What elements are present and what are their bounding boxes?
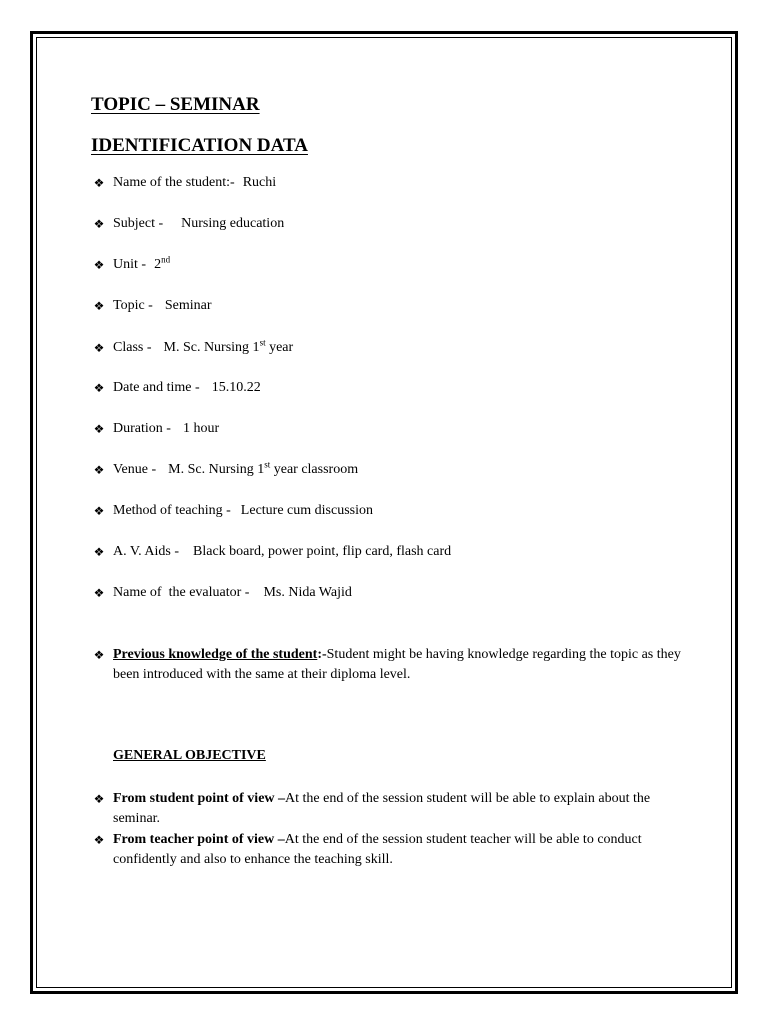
objective-text: At the end of the session student teacher will be able to conduct confidently and also to enhance the teaching skill. [113, 832, 642, 867]
item-value: 1 hour [182, 421, 220, 436]
general-objective-heading: GENERAL OBJECTIVE [113, 748, 266, 763]
diamond-bullet-icon: ❖ [93, 422, 105, 436]
item-value: Ruchi [242, 175, 277, 190]
item-value: 15.10.22 [211, 380, 261, 395]
identification-heading: IDENTIFICATION DATA [91, 135, 308, 156]
diamond-bullet-icon: ❖ [93, 792, 105, 806]
item-value-suffix: year classroom [270, 462, 359, 477]
previous-knowledge-label: Previous knowledge of the student [113, 647, 318, 662]
diamond-bullet-icon: ❖ [93, 341, 105, 355]
previous-knowledge-paragraph [91, 645, 681, 685]
diamond-bullet-icon: ❖ [93, 381, 105, 395]
diamond-bullet-icon: ❖ [93, 299, 105, 313]
diamond-bullet-icon: ❖ [93, 504, 105, 518]
item-label: Venue - [113, 462, 157, 477]
item-superscript: st [264, 459, 271, 470]
diamond-bullet-icon: ❖ [93, 545, 105, 559]
objective-student-point [91, 789, 681, 829]
item-value: Ms. Nida Wajid [263, 585, 352, 600]
item-label: Duration - [113, 421, 171, 436]
diamond-bullet-icon: ❖ [93, 586, 105, 600]
item-label: Method of teaching - [113, 503, 231, 518]
item-label: Subject - [113, 216, 164, 231]
diamond-bullet-icon: ❖ [93, 217, 105, 231]
item-label: Name of the student:- [113, 175, 235, 190]
item-label: Date and time - [113, 380, 200, 395]
item-value: M. Sc. Nursing 1 [163, 340, 260, 355]
item-value: Black board, power point, flip card, flash card [193, 544, 452, 559]
objective-label: From student point of view – [113, 791, 286, 806]
objective-teacher-point [91, 830, 681, 870]
previous-knowledge-separator: :- [317, 647, 327, 662]
diamond-bullet-icon: ❖ [93, 258, 105, 272]
item-value: M. Sc. Nursing 1 [168, 462, 265, 477]
objective-text: At the end of the session student will be able to explain about the seminar. [113, 791, 651, 826]
item-label: A. V. Aids - [113, 544, 180, 559]
previous-knowledge-text: Student might be having knowledge regarding the topic as they been introduced with the same at their diploma level. [113, 647, 681, 682]
item-value: Seminar [164, 298, 212, 313]
diamond-bullet-icon: ❖ [93, 833, 105, 847]
item-value: Nursing education [181, 216, 285, 231]
diamond-bullet-icon: ❖ [93, 176, 105, 190]
item-label: Class - [113, 340, 152, 355]
diamond-bullet-icon: ❖ [93, 463, 105, 477]
diamond-bullet-icon: ❖ [93, 648, 105, 662]
item-label: Topic - [113, 298, 153, 313]
item-label: Unit - [113, 257, 147, 272]
item-superscript: st [259, 337, 266, 348]
item-value: Lecture cum discussion [240, 503, 373, 518]
topic-title: TOPIC – SEMINAR [91, 94, 260, 115]
item-superscript: nd [161, 254, 171, 265]
item-value: 2 [154, 257, 162, 272]
objective-label: From teacher point of view – [113, 832, 285, 847]
item-value-suffix: year [265, 340, 294, 355]
item-label: Name of the evaluator - [113, 585, 250, 600]
